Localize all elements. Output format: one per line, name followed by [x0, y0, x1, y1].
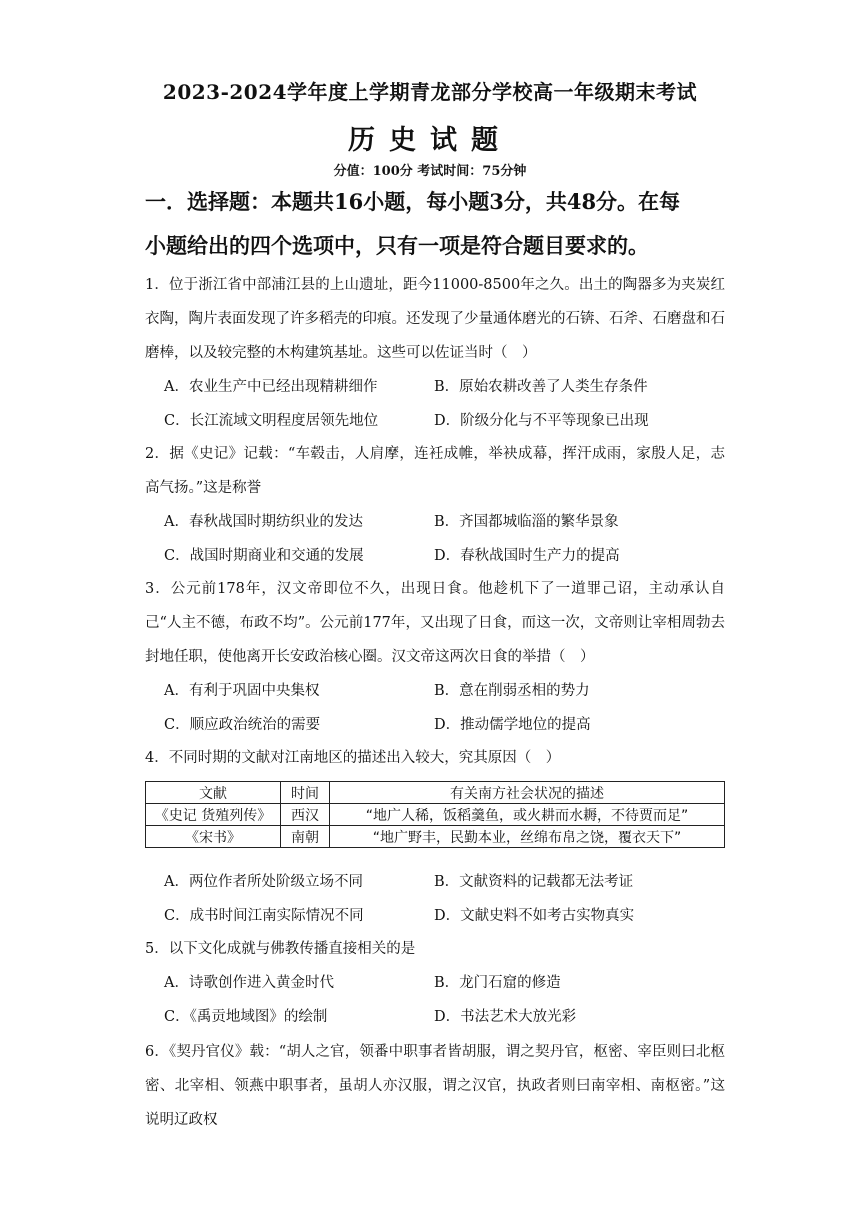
- question-1-options: [164, 370, 724, 438]
- question-5-option-b[interactable]: B．龙门石窟的修造: [434, 975, 561, 991]
- table-cell: “地广人稀，饭稻羹鱼，或火耕而水耨，不待贾而足”: [330, 804, 725, 826]
- question-1-stem: 1．位于浙江省中部浦江县的上山遗址，距今11000-8500年之久。出土的陶器多为夹炭红衣陶，陶片表面发现了许多稻壳的印痕。还发现了少量通体磨光的石锛、石斧、石磨盘和石磨棒，以及较完整的木构建筑基址。这些可以佐证当时（ ）: [145, 277, 725, 361]
- section-heading-line-1: 一．选择题：本题共16小题，每小题3分，共48分。在每: [145, 189, 681, 214]
- question-4-option-d[interactable]: D．文献史料不如考古实物真实: [434, 908, 635, 924]
- table-header-row: [146, 782, 725, 804]
- question-3-stem: 3．公元前178年，汉文帝即位不久，出现日食。他趁机下了一道罪己诏，主动承认自己“人主不德，布政不均”。公元前177年，又出现了日食，而这一次，文帝则让宰相周勃去封地任职，使他离开长安政治核心圈。汉文帝这两次日食的举措（ ）: [145, 581, 725, 665]
- question-5-option-d[interactable]: D．书法艺术大放光彩: [434, 1009, 577, 1025]
- table-cell: 西汉: [281, 804, 330, 826]
- section-heading: [145, 180, 725, 268]
- question-2-stem: 2．据《史记》记载：“车毂击，人肩摩，连衽成帷，举袂成幕，挥汗成雨，家殷人足，志高气扬。”这是称誉: [145, 446, 725, 496]
- exam-title: 2023-2024学年度上学期青龙部分学校高一年级期末考试: [162, 80, 698, 104]
- table-cell: “地广野丰，民勤本业，丝绵布帛之饶，覆衣天下”: [330, 826, 725, 848]
- question-1-option-c[interactable]: C．长江流域文明程度居领先地位: [164, 413, 379, 429]
- question-4-option-c[interactable]: C．成书时间江南实际情况不同: [164, 908, 364, 924]
- question-5-option-c[interactable]: C．《禹贡地域图》的绘制: [164, 1009, 328, 1025]
- question-4-options: [164, 865, 724, 933]
- question-1-option-b[interactable]: B．原始农耕改善了人类生存条件: [434, 379, 648, 395]
- question-2-option-a[interactable]: A．春秋战国时期纺织业的发达: [164, 514, 363, 530]
- table-header-cell: 有关南方社会状况的描述: [330, 782, 725, 804]
- question-2-options: [164, 505, 724, 573]
- question-5-stem: 5．以下文化成就与佛教传播直接相关的是: [145, 941, 416, 957]
- question-3-option-b[interactable]: B．意在削弱丞相的势力: [434, 683, 590, 699]
- question-4-source-table: [145, 781, 725, 848]
- question-1-option-d[interactable]: D．阶级分化与不平等现象已出现: [434, 413, 649, 429]
- question-3-option-c[interactable]: C．顺应政治统治的需要: [164, 717, 321, 733]
- question-3-options: [164, 674, 724, 742]
- question-5-options: [164, 966, 724, 1034]
- question-4-stem: 4．不同时期的文献对江南地区的描述出入较大，究其原因（ ）: [145, 750, 561, 766]
- table-cell: 南朝: [281, 826, 330, 848]
- question-4-option-a[interactable]: A．两位作者所处阶级立场不同: [164, 874, 363, 890]
- table-row: [146, 804, 725, 826]
- question-2-option-d[interactable]: D．春秋战国时生产力的提高: [434, 548, 620, 564]
- question-2-option-c[interactable]: C．战国时期商业和交通的发展: [164, 548, 364, 564]
- table-header-cell: 文献: [146, 782, 281, 804]
- table-cell: 《宋书》: [146, 826, 281, 848]
- section-heading-line-2: 小题给出的四个选项中，只有一项是符合题目要求的。: [145, 233, 649, 258]
- table-row: [146, 826, 725, 848]
- question-2-option-b[interactable]: B．齐国都城临淄的繁华景象: [434, 514, 619, 530]
- table-header-cell: 时间: [281, 782, 330, 804]
- question-5-option-a[interactable]: A．诗歌创作进入黄金时代: [164, 975, 334, 991]
- question-6-stem: 6．《契丹官仪》载：“胡人之官，领番中职事者皆胡服，谓之契丹官，枢密、宰臣则曰北枢密、北宰相、领燕中职事者，虽胡人亦汉服，谓之汉官，执政者则曰南宰相、南枢密。”这说明辽政权: [145, 1044, 725, 1128]
- question-3-option-d[interactable]: D．推动儒学地位的提高: [434, 717, 591, 733]
- subject-title: 历史试题: [348, 125, 512, 156]
- question-1-option-a[interactable]: A．农业生产中已经出现精耕细作: [164, 379, 378, 395]
- table-cell: 《史记 货殖列传》: [146, 804, 281, 826]
- exam-meta: 分值：100分 考试时间：75分钟: [333, 164, 527, 179]
- question-4-option-b[interactable]: B．文献资料的记载都无法考证: [434, 874, 634, 890]
- question-3-option-a[interactable]: A．有利于巩固中央集权: [164, 683, 320, 699]
